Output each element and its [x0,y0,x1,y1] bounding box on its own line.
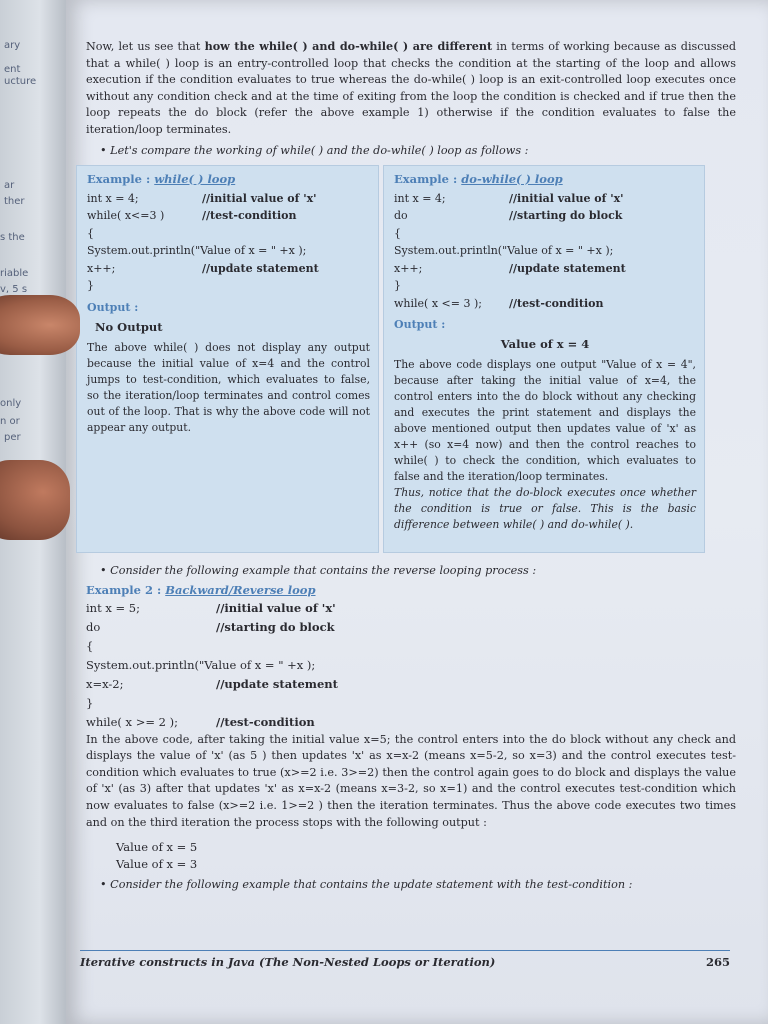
page-number: 265 [705,955,730,969]
dowhile-notice: Thus, notice that the do-block executes once whether the condition is true or false. This is the basic difference between while( ) and do-while( ). [394,486,696,532]
prev-page-text: per [4,432,21,443]
code-comment: //update statement [202,261,319,275]
code-block [87,190,370,295]
prev-page-text: ucture [4,76,37,87]
code-line [394,295,696,313]
code-text: while( x >= 2 ); [86,714,178,729]
code-line [394,242,696,260]
footer-title: Iterative constructs in Java (The Non-Nested Loops or Iteration) [80,955,496,969]
code-comment: //initial value of 'x' [509,191,624,205]
code-comment: //test-condition [216,714,315,729]
while-example-box [76,165,379,553]
code-line [86,713,736,732]
page-footer [80,950,730,969]
update-bullet: • Consider the following example that contains the update statement with the test-condition : [100,878,633,892]
prev-page-text: ary [4,40,21,51]
code-text: x++; [394,261,423,275]
code-line [86,656,736,675]
prev-page-text: riable [0,268,29,279]
code-comment: //update statement [509,261,626,275]
code-text: while( x <= 3 ); [394,296,482,310]
intro-paragraph: Now, let us see that how the while( ) and do-while( ) are different in terms of working because as discussed that a while( ) loop is an entry-controlled loop that checks the condition at the starting of the loop and allows execution if the condition evaluates to true whereas the do-while( ) loop is an exit-controlled loop executes once without any condition check and at the time of exiting from the loop the condition is checked and if true then the loop repeats the do block (refer the above example 1) otherwise if the condition evaluates to false the iteration/loop terminates. [86,39,736,136]
code-text: System.out.println("Value of x = " +x ); [87,244,307,258]
code-comment: //test-condition [202,209,297,223]
code-comment: //update statement [216,676,338,691]
code-text: System.out.println("Value of x = " +x ); [86,657,316,672]
code-line [86,675,736,694]
output-line: Value of x = 3 [116,857,198,872]
code-text: x++; [87,261,116,275]
code-text: { [87,226,94,240]
code-comment: //test-condition [509,296,604,310]
code-line [394,260,696,278]
example2 [86,583,736,874]
dowhile-explanation: The above code displays one output "Value of x = 4", because after taking the initial value of x=4, the control enters into the do block without any checking and executes the print statement and displays the above mentioned output then updates value of 'x' as x++ (so x=4 now) and then the control reaches to while( ) to check the condition, which evaluates to false and the iteration/loop terminates. [394,358,696,484]
output-line: Value of x = 5 [116,840,198,855]
output-value: Value of x = 4 [500,337,590,352]
compare-bullet: • Let's compare the working of while( ) and the do-while( ) loop as follows : [100,143,529,157]
prev-page-text: ent [4,64,21,75]
while-explanation: The above while( ) does not display any output because the initial value of x=4 and the control jumps to test-condition, which evaluates to false, so the iteration/loop terminates and control comes out of the loop. That is why the above code will not appear any output. [87,340,370,434]
code-line [87,242,370,260]
code-text: int x = 4; [394,191,446,205]
code-line [86,694,736,713]
code-line [86,599,736,618]
code-text: do [86,619,101,634]
code-text: } [394,279,401,293]
page-content [86,38,736,893]
reverse-bullet: • Consider the following example that contains the reverse looping process : [100,563,537,577]
example-title: Example 2 : Backward/Reverse loop [86,582,316,597]
dowhile-example-box [383,165,705,553]
prev-page-text: v, 5 s [0,284,28,295]
output-value: No Output [95,319,163,334]
finger-image [0,460,70,540]
code-line [394,277,696,295]
example-title: Example : do-while( ) loop [394,171,563,186]
prev-page-text: ar [4,180,15,191]
code-comment: //starting do block [216,619,335,634]
code-line [394,207,696,225]
code-text: int x = 4; [87,191,139,205]
code-text: do [394,209,408,223]
code-line [87,260,370,278]
prev-page-text: only [0,398,22,409]
code-line [87,207,370,225]
example2-output [116,839,736,873]
code-line [87,190,370,208]
code-text: while( x<=3 ) [87,209,165,223]
code-line [86,618,736,637]
code-text: { [86,638,94,653]
code-text: x=x-2; [86,676,124,691]
code-text: System.out.println("Value of x = " +x ); [394,244,614,258]
code-text: int x = 5; [86,600,140,615]
code-text: } [86,695,94,710]
thumb-image [0,295,80,355]
code-comment: //initial value of 'x' [202,191,317,205]
output-label: Output : [394,318,446,332]
code-line [87,277,370,295]
example-title: Example : while( ) loop [87,171,236,186]
code-line [394,190,696,208]
code-text: { [394,226,401,240]
book-page [66,0,768,1024]
code-block [394,190,696,313]
code-line [394,225,696,243]
code-comment: //starting do block [509,209,623,223]
output-label: Output : [87,300,139,314]
code-line [86,637,736,656]
code-line [87,225,370,243]
code-block [86,599,736,732]
comparison-boxes [86,165,736,553]
prev-page-text: n or [0,416,20,427]
code-text: } [87,279,94,293]
code-comment: //initial value of 'x' [216,600,336,615]
prev-page-text: s the [0,232,25,243]
example2-explanation: In the above code, after taking the initial value x=5; the control enters into the do block without any check and displays the value of 'x' (as 5 ) then updates 'x' as x=x-2 (means x=5-2, so x=3) and the control executes test-condition which evaluates to true (x>=2 i.e. 3>=2) then the control again goes to do block and displays the value of 'x' (as 3) after that updates 'x' as x=x-2 (means x=3-2, so x=1) and the control executes test-condition which now evaluates to false (x>=2 i.e. 1>=2 ) then the iteration terminates. Thus the above code executes two times and on the third iteration the process stops with the following output : [86,732,736,829]
prev-page-text: ther [4,196,25,207]
